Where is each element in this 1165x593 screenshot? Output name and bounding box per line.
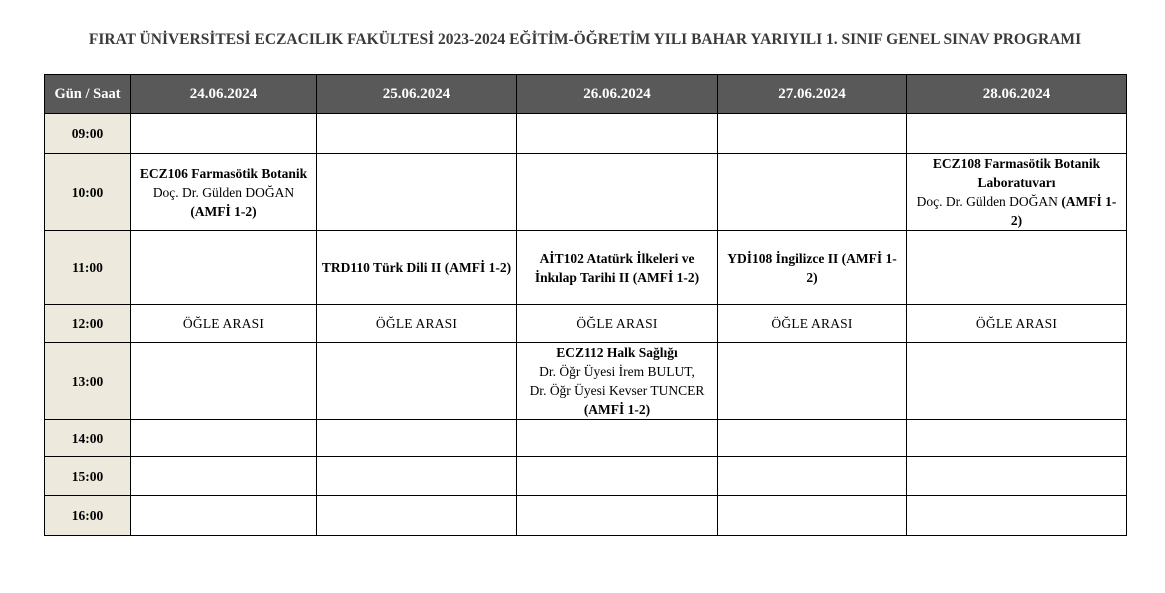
empty-cell bbox=[718, 420, 907, 457]
time-cell: 15:00 bbox=[45, 457, 131, 496]
time-cell: 12:00 bbox=[45, 305, 131, 343]
empty-cell bbox=[517, 457, 718, 496]
empty-cell bbox=[131, 420, 317, 457]
exam-cell: AİT102 Atatürk İlkeleri ve İnkılap Tarihi II (AMFİ 1-2) bbox=[517, 231, 718, 305]
exam-room: (AMFİ 1-2) bbox=[583, 402, 651, 417]
table-row bbox=[45, 457, 1127, 496]
page-title: FIRAT ÜNİVERSİTESİ ECZACILIK FAKÜLTESİ 2023-2024 EĞİTİM-ÖĞRETİM YILI BAHAR YARIYILI 1. SINIF GENEL SINAV PROGRAMI bbox=[88, 31, 1082, 48]
exam-course: ECZ108 Farmasötik Botanik Laboratuvarı bbox=[932, 156, 1101, 190]
lunch-break-cell: ÖĞLE ARASI bbox=[317, 305, 517, 343]
exam-room: (AMFİ 1-2) bbox=[190, 203, 257, 219]
exam-cell: TRD110 Türk Dili II (AMFİ 1-2) bbox=[317, 231, 517, 305]
table-row bbox=[45, 343, 1127, 420]
time-cell: 13:00 bbox=[45, 343, 131, 420]
exam-instructor: Doç. Dr. Gülden DOĞAN bbox=[916, 194, 1058, 209]
empty-cell bbox=[907, 343, 1127, 420]
empty-cell bbox=[317, 343, 517, 420]
time-cell: 09:00 bbox=[45, 114, 131, 154]
empty-cell bbox=[907, 457, 1127, 496]
exam-course: ECZ106 Farmasötik Botanik bbox=[139, 165, 308, 181]
exam-cell bbox=[907, 154, 1127, 231]
table-row bbox=[45, 496, 1127, 536]
day-header: 26.06.2024 bbox=[517, 75, 718, 114]
empty-cell bbox=[718, 343, 907, 420]
empty-cell bbox=[907, 231, 1127, 305]
time-cell: 11:00 bbox=[45, 231, 131, 305]
empty-cell bbox=[317, 420, 517, 457]
exam-course: ECZ112 Halk Sağlığı bbox=[556, 345, 678, 360]
exam-instructor-room bbox=[521, 381, 713, 419]
empty-cell bbox=[718, 154, 907, 231]
table-row bbox=[45, 305, 1127, 343]
exam-room: (AMFİ 1-2) bbox=[1010, 194, 1117, 228]
empty-cell bbox=[718, 496, 907, 536]
lunch-break-cell: ÖĞLE ARASI bbox=[517, 305, 718, 343]
table-row bbox=[45, 154, 1127, 231]
exam-cell bbox=[131, 154, 317, 231]
empty-cell bbox=[907, 420, 1127, 457]
day-header: 24.06.2024 bbox=[131, 75, 317, 114]
empty-cell bbox=[317, 114, 517, 154]
day-header: 28.06.2024 bbox=[907, 75, 1127, 114]
time-cell: 10:00 bbox=[45, 154, 131, 231]
empty-cell bbox=[131, 496, 317, 536]
day-header: 25.06.2024 bbox=[317, 75, 517, 114]
table-row bbox=[45, 114, 1127, 154]
empty-cell bbox=[517, 496, 718, 536]
table-row bbox=[45, 231, 1127, 305]
empty-cell bbox=[317, 496, 517, 536]
empty-cell bbox=[517, 420, 718, 457]
exam-instructor: Dr. Öğr Üyesi İrem BULUT, bbox=[539, 364, 695, 379]
exam-instructor: Doç. Dr. Gülden DOĞAN bbox=[152, 184, 295, 200]
empty-cell bbox=[517, 154, 718, 231]
day-time-header: Gün / Saat bbox=[45, 75, 131, 114]
empty-cell bbox=[317, 457, 517, 496]
empty-cell bbox=[131, 457, 317, 496]
time-cell: 16:00 bbox=[45, 496, 131, 536]
exam-instructor: Dr. Öğr Üyesi Kevser TUNCER bbox=[529, 383, 705, 398]
empty-cell bbox=[907, 496, 1127, 536]
time-cell: 14:00 bbox=[45, 420, 131, 457]
exam-cell bbox=[517, 343, 718, 420]
header-row bbox=[45, 75, 1127, 114]
empty-cell bbox=[718, 114, 907, 154]
lunch-break-cell: ÖĞLE ARASI bbox=[718, 305, 907, 343]
empty-cell bbox=[131, 114, 317, 154]
exam-instructor-room bbox=[911, 192, 1122, 230]
empty-cell bbox=[718, 457, 907, 496]
exam-cell: YDİ108 İngilizce II (AMFİ 1-2) bbox=[718, 231, 907, 305]
empty-cell bbox=[907, 114, 1127, 154]
empty-cell bbox=[131, 231, 317, 305]
lunch-break-cell: ÖĞLE ARASI bbox=[907, 305, 1127, 343]
lunch-break-cell: ÖĞLE ARASI bbox=[131, 305, 317, 343]
exam-schedule-table bbox=[44, 74, 1127, 536]
empty-cell bbox=[131, 343, 317, 420]
table-row bbox=[45, 420, 1127, 457]
empty-cell bbox=[317, 154, 517, 231]
empty-cell bbox=[517, 114, 718, 154]
day-header: 27.06.2024 bbox=[718, 75, 907, 114]
